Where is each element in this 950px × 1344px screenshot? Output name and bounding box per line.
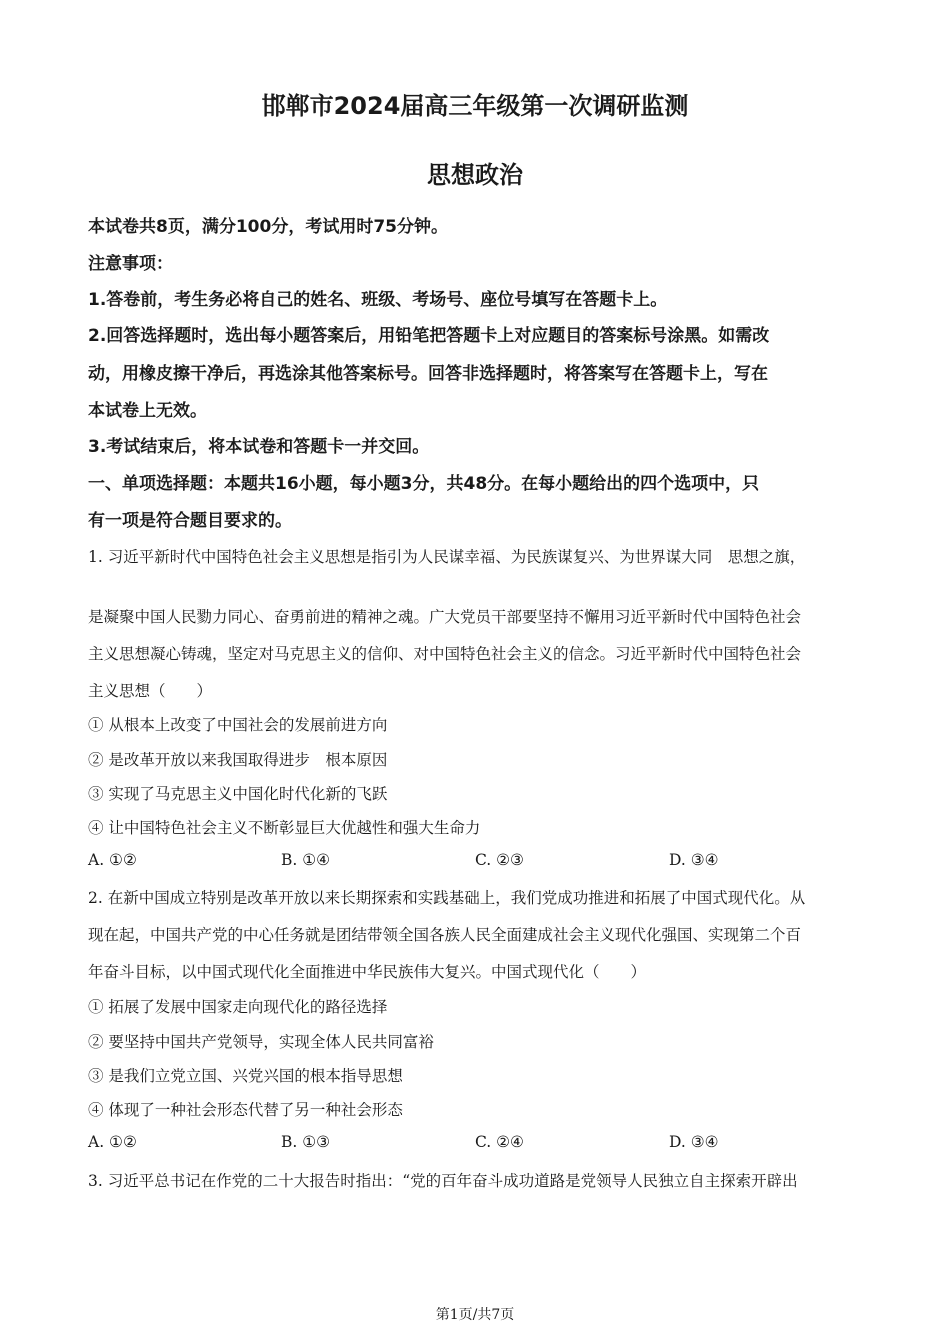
q1-statement-4: ④ 让中国特色社会主义不断彰显巨大优越性和强大生命力	[88, 819, 481, 837]
page-number: 第1页/共7页	[435, 1307, 515, 1323]
q2-statement-2: ② 要坚持中国共产党领导，实现全体人民共同富裕	[88, 1033, 434, 1051]
q2-statement-4: ④ 体现了一种社会形态代替了另一种社会形态	[88, 1101, 403, 1119]
q1-option-b: B. ①④	[281, 851, 331, 869]
q1-stem-line-4: 主义思想（ ）	[88, 682, 213, 700]
q2-statement-1: ① 拓展了发展中国家走向现代化的路径选择	[88, 998, 388, 1016]
q2-stem-line-3: 年奋斗目标，以中国式现代化全面推进中华民族伟大复兴。中国式现代化（ ）	[88, 963, 647, 981]
q2-option-b: B. ①③	[281, 1133, 331, 1151]
section-heading-line-2: 有一项是符合题目要求的。	[88, 511, 292, 531]
notice-item-1: 1.答卷前，考生务必将自己的姓名、班级、考场号、座位号填写在答题卡上。	[88, 290, 668, 310]
notice-heading: 注意事项：	[88, 254, 173, 274]
section-heading-line-1: 一、单项选择题：本题共16小题，每小题3分，共48分。在每小题给出的四个选项中，只	[88, 474, 760, 494]
notice-item-2-line-1: 2.回答选择题时，选出每小题答案后，用铅笔把答题卡上对应题目的答案标号涂黑。如需改	[88, 326, 770, 346]
notice-item-2-line-2: 动，用橡皮擦干净后，再选涂其他答案标号。回答非选择题时，将答案写在答题卡上，写在	[88, 364, 768, 384]
q1-statement-1: ① 从根本上改变了中国社会的发展前进方向	[88, 716, 388, 734]
notice-item-2-line-3: 本试卷上无效。	[88, 401, 207, 421]
q1-stem-line-1: 1. 习近平新时代中国特色社会主义思想是指引为人民谋幸福、为民族谋复兴、为世界谋大同 思想之旗，	[88, 548, 806, 566]
q2-option-d: D. ③④	[669, 1133, 719, 1151]
q1-statement-3: ③ 实现了马克思主义中国化时代化新的飞跃	[88, 785, 388, 803]
q1-option-d: D. ③④	[669, 851, 719, 869]
q1-stem-line-2: 是凝聚中国人民勠力同心、奋勇前进的精神之魂。广大党员干部要坚持不懈用习近平新时代中国特色社会	[88, 608, 802, 626]
subject-title: 思想政治	[427, 161, 523, 189]
q3-stem-line-1: 3. 习近平总书记在作党的二十大报告时指出：“党的百年奋斗成功道路是党领导人民独立自主探索开辟出	[88, 1172, 798, 1190]
exam-summary: 本试卷共8页，满分100分，考试用时75分钟。	[88, 217, 448, 237]
q1-option-a: A. ①②	[88, 851, 137, 869]
exam-title: 邯郸市2024届高三年级第一次调研监测	[261, 92, 689, 120]
q2-option-c: C. ②④	[475, 1133, 524, 1151]
q2-stem-line-1: 2. 在新中国成立特别是改革开放以来长期探索和实践基础上，我们党成功推进和拓展了中国式现代化。从	[88, 889, 806, 907]
notice-item-3: 3.考试结束后，将本试卷和答题卡一并交回。	[88, 437, 430, 457]
q1-statement-2: ② 是改革开放以来我国取得进步 根本原因	[88, 751, 388, 769]
q1-stem-line-3: 主义思想凝心铸魂，坚定对马克思主义的信仰、对中国特色社会主义的信念。习近平新时代中国特色社会	[88, 645, 802, 663]
q1-option-c: C. ②③	[475, 851, 524, 869]
q2-stem-line-2: 现在起，中国共产党的中心任务就是团结带领全国各族人民全面建成社会主义现代化强国、实现第二个百	[88, 926, 802, 944]
q2-statement-3: ③ 是我们立党立国、兴党兴国的根本指导思想	[88, 1067, 403, 1085]
q2-option-a: A. ①②	[88, 1133, 137, 1151]
